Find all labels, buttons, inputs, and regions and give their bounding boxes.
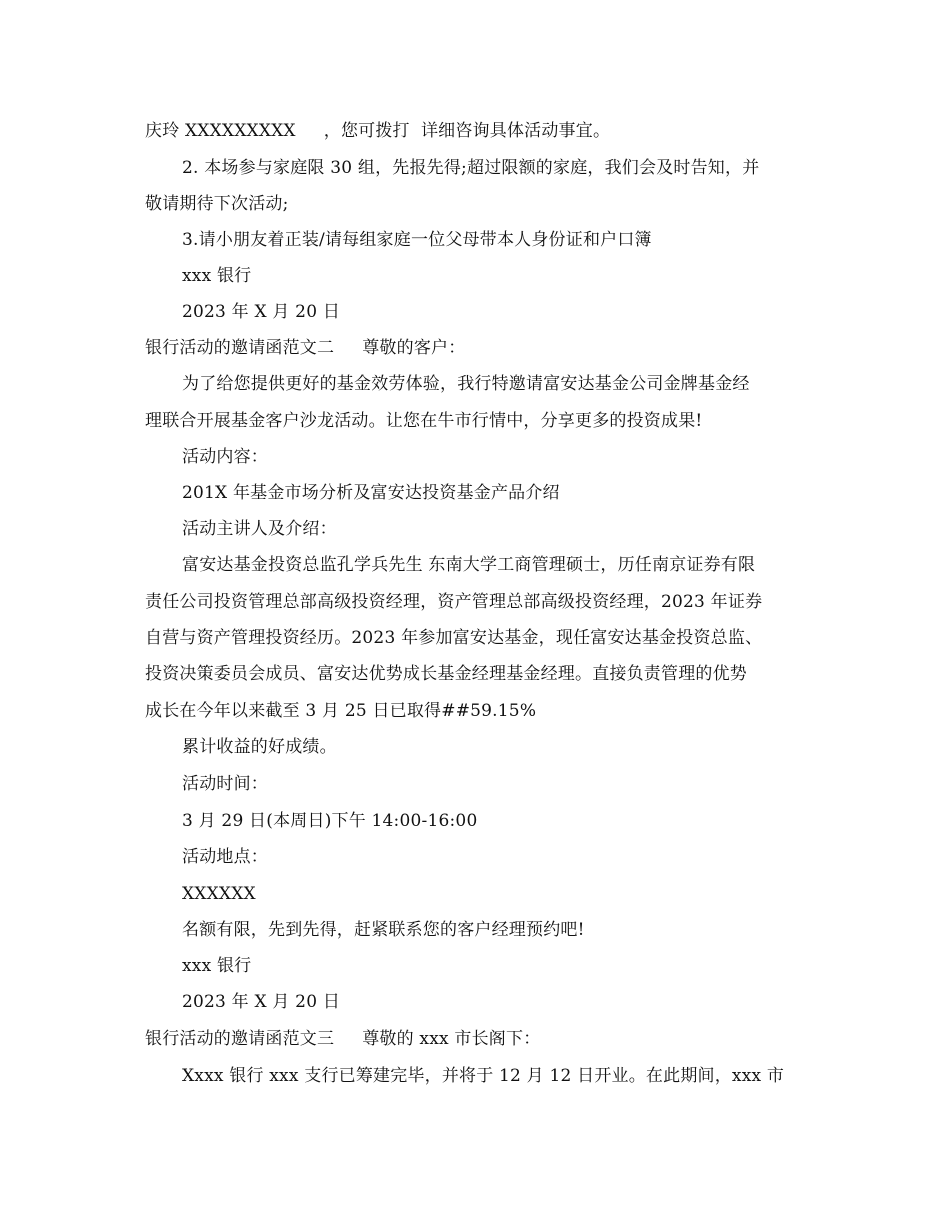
text-line: 3.请小朋友着正装/请每组家庭一位父母带本人身份证和户口簿	[182, 230, 652, 250]
text-line: 富安达基金投资总监孔学兵先生 东南大学工商管理硕士，历任南京证券有限	[182, 555, 756, 575]
text-line: 成长在今年以来截至 3 月 25 日已取得##59.15%	[145, 701, 537, 721]
text-line: 活动地点：	[182, 847, 268, 867]
text-line: 投资决策委员会成员、富安达优势成长基金经理基金经理。直接负责管理的优势	[145, 664, 747, 684]
text-line: 活动主讲人及介绍：	[182, 519, 337, 539]
text-line: xxx 银行	[182, 266, 252, 286]
text-line: 2023 年 X 月 20 日	[182, 992, 341, 1012]
text-line: 名额有限，先到先得，赶紧联系您的客户经理预约吧!	[182, 920, 585, 940]
text-line: xxx 银行	[182, 956, 252, 976]
text-line: 累计收益的好成绩。	[182, 737, 337, 757]
text-line: 为了给您提供更好的基金效劳体验，我行特邀请富安达基金公司金牌基金经	[182, 374, 750, 394]
text-line: 庆玲 XXXXXXXXX ，您可拨打 详细咨询具体活动事宜。	[145, 121, 611, 141]
text-line: 2. 本场参与家庭限 30 组，先报先得;超过限额的家庭，我们会及时告知，并	[182, 158, 760, 178]
text-line: 自营与资产管理投资经历。2023 年参加富安达基金，现任富安达基金投资总监、	[145, 628, 763, 648]
text-line: 责任公司投资管理总部高级投资经理，资产管理总部高级投资经理，2023 年证券	[145, 592, 763, 612]
text-line: 敬请期待下次活动;	[145, 194, 289, 214]
text-line: 3 月 29 日(本周日)下午 14:00-16:00	[182, 811, 478, 831]
text-line: 活动内容：	[182, 447, 268, 467]
section-heading: 银行活动的邀请函范文三 尊敬的 xxx 市长阁下：	[145, 1029, 541, 1049]
text-line: XXXXXX	[182, 884, 256, 904]
text-line: 201X 年基金市场分析及富安达投资基金产品介绍	[182, 483, 560, 503]
text-line: 2023 年 X 月 20 日	[182, 302, 341, 322]
text-line: 活动时间：	[182, 774, 268, 794]
text-line: Xxxx 银行 xxx 支行已筹建完毕，并将于 12 月 12 日开业。在此期间，xxx 市	[182, 1066, 785, 1086]
text-line: 理联合开展基金客户沙龙活动。让您在牛市行情中，分享更多的投资成果!	[145, 411, 703, 431]
section-heading: 银行活动的邀请函范文二 尊敬的客户：	[145, 338, 466, 358]
